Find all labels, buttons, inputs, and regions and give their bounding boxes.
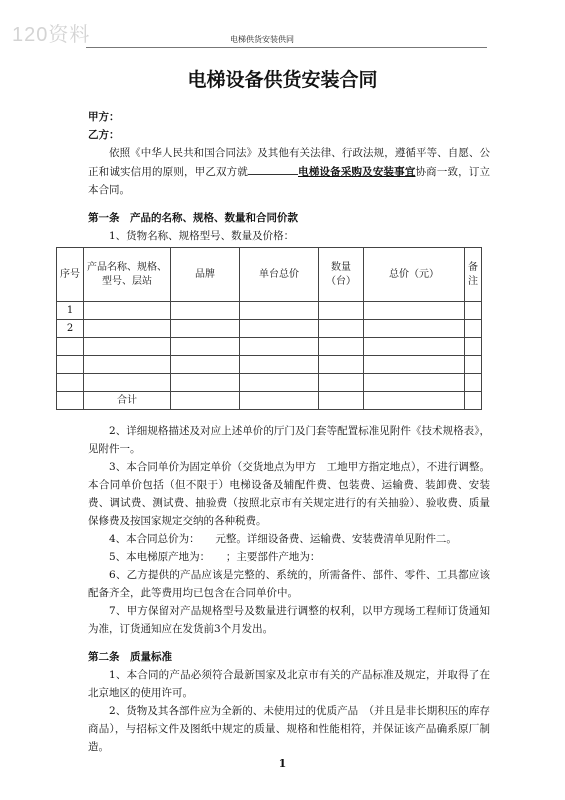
col-header-quantity: 数量（台） bbox=[319, 248, 364, 302]
table-cell: 1 bbox=[57, 302, 84, 320]
table-cell bbox=[57, 338, 84, 356]
table-cell bbox=[364, 356, 465, 374]
article2-title: 第二条 质量标准 bbox=[88, 651, 172, 663]
intro-text-2: 协商一致，订立本合同。 bbox=[88, 166, 490, 196]
article2-item1: 1、本合同的产品必须符合最新国家及北京市有关的产品标准及规定，并取得了在北京地区的使用许可。 bbox=[88, 669, 490, 699]
table-cell bbox=[171, 392, 240, 410]
intro-blank bbox=[248, 162, 298, 175]
col-header-product: 产品名称、规格、型号、层站 bbox=[84, 248, 171, 302]
table-cell bbox=[57, 374, 84, 392]
table-cell bbox=[465, 320, 482, 338]
table-cell bbox=[84, 356, 171, 374]
party-a-label: 甲方： bbox=[88, 111, 120, 123]
table-row bbox=[57, 374, 482, 392]
table-cell bbox=[364, 320, 465, 338]
total-label: 合计 bbox=[84, 392, 171, 410]
table-cell bbox=[465, 302, 482, 320]
table-cell bbox=[319, 392, 364, 410]
col-header-index: 序号 bbox=[57, 248, 84, 302]
table-cell bbox=[171, 302, 240, 320]
party-b-label: 乙方： bbox=[88, 129, 120, 141]
col-header-brand: 品牌 bbox=[171, 248, 240, 302]
intro-paragraph bbox=[88, 144, 490, 199]
col-header-remark: 备注 bbox=[465, 248, 482, 302]
table-cell bbox=[319, 302, 364, 320]
table-cell bbox=[465, 392, 482, 410]
table-total-row bbox=[57, 392, 482, 410]
goods-table bbox=[56, 247, 482, 410]
table-cell bbox=[171, 356, 240, 374]
article1-item1: 1、货物名称、规格型号、数量及价格： bbox=[109, 230, 295, 242]
article1-item5: 5、本电梯原产地为： ；主要部件产地为： bbox=[109, 551, 321, 563]
table-cell bbox=[319, 320, 364, 338]
table-header-row bbox=[57, 248, 482, 302]
table-cell bbox=[319, 356, 364, 374]
table-cell bbox=[319, 338, 364, 356]
article2-item2: 2、货物及其各部件应为全新的、未使用过的优质产品 （并且是非长期积压的库存商品），与招标文件及图纸中规定的质量、规格和性能相符，并保证该产品确系原厂制造。 bbox=[88, 705, 490, 753]
document-title: 电梯设备供货安装合同 bbox=[187, 69, 378, 91]
running-header: 电梯供货安装供同 bbox=[230, 35, 294, 44]
article1-title: 第一条 产品的名称、规格、数量和合同价款 bbox=[88, 212, 298, 224]
table-cell bbox=[240, 338, 319, 356]
document-body bbox=[60, 108, 490, 756]
table-cell bbox=[240, 392, 319, 410]
header-divider bbox=[86, 47, 487, 48]
intro-text-1: 依照《中华人民共和国合同法》及其他有关法律、行政法规，遵循平等、自愿、公正和诚实信用的原则，甲乙双方就 bbox=[88, 147, 490, 178]
table-cell bbox=[57, 356, 84, 374]
table-cell bbox=[465, 338, 482, 356]
table-cell bbox=[240, 302, 319, 320]
table-cell bbox=[84, 374, 171, 392]
article1-item4: 4、本合同总价为： 元整。详细设备费、运输费、安装费清单见附件二。 bbox=[109, 533, 457, 545]
table-cell bbox=[84, 338, 171, 356]
col-header-total-price: 总价（元） bbox=[364, 248, 465, 302]
table-cell bbox=[84, 302, 171, 320]
intro-subject: 电梯设备采购及安装事宜 bbox=[298, 166, 416, 178]
table-cell bbox=[171, 320, 240, 338]
article1-item7: 7、甲方保留对产品规格型号及数量进行调整的权利，以甲方现场工程师订货通知为准，订货通知应在发货前3个月发出。 bbox=[88, 605, 490, 635]
watermark: 120资料 bbox=[12, 24, 91, 46]
table-row bbox=[57, 356, 482, 374]
table-cell bbox=[240, 356, 319, 374]
table-cell bbox=[57, 392, 84, 410]
table-cell bbox=[465, 374, 482, 392]
table-cell bbox=[240, 320, 319, 338]
col-header-unit-price: 单台总价 bbox=[240, 248, 319, 302]
table-cell bbox=[465, 356, 482, 374]
article1-item3: 3、本合同单价为固定单价（交货地点为甲方 工地甲方指定地点），不进行调整。本合同单价包括（但不限于）电梯设备及辅配件费、包装费、运输费、装卸费、安装费、调试费、测试费、抽验费（按照北京市有关规定进行的有关抽验）、验收费、质量保修费及按国家规定交纳的各种税费。 bbox=[88, 461, 490, 527]
table-cell bbox=[171, 374, 240, 392]
table-row bbox=[57, 320, 482, 338]
table-row bbox=[57, 302, 482, 320]
table-cell bbox=[364, 338, 465, 356]
table-row bbox=[57, 338, 482, 356]
article1-item6: 6、乙方提供的产品应该是完整的、系统的，所需备件、部件、零件、工具都应该配备齐全，此等费用均已包含在合同单价中。 bbox=[88, 569, 490, 599]
table-cell bbox=[240, 374, 319, 392]
table-cell: 2 bbox=[57, 320, 84, 338]
table-cell bbox=[319, 374, 364, 392]
table-cell bbox=[84, 320, 171, 338]
page-number: 1 bbox=[278, 757, 287, 770]
table-cell bbox=[364, 302, 465, 320]
article1-item2: 2、详细规格描述及对应上述单价的厅门及门套等配置标准见附件《技术规格表》，见附件一。 bbox=[88, 425, 490, 455]
table-cell bbox=[171, 338, 240, 356]
table-cell bbox=[364, 374, 465, 392]
table-cell bbox=[364, 392, 465, 410]
